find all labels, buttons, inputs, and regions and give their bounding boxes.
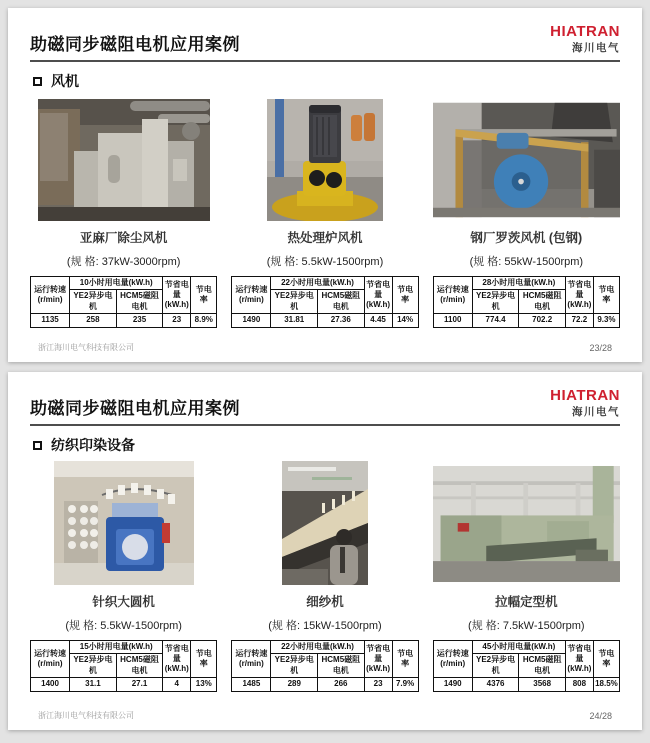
ye2-value: 289 — [271, 678, 318, 691]
saving-header: 节省电量 (kW.h) — [163, 277, 191, 314]
rate-header: 节电率 — [191, 641, 217, 678]
case-spec: (规 格: 7.5kW-1500rpm) — [468, 620, 585, 632]
case-spec: (规 格: 15kW-1500rpm) — [268, 620, 382, 632]
rate-value: 13% — [191, 678, 217, 691]
ye2-value: 4376 — [472, 678, 519, 691]
energy-saving-table — [30, 640, 217, 692]
section-title: 纺织印染设备 — [51, 437, 135, 453]
logo-brand-text: HIATRAN — [550, 23, 620, 40]
speed-header: 运行转速 (r/min) — [31, 641, 70, 678]
slide-header — [30, 22, 620, 55]
ye2-header: YE2异步电机 — [271, 654, 318, 678]
photo-flax-dust-fan — [30, 95, 217, 221]
section-header — [33, 435, 620, 455]
case-caption: 钢厂罗茨风机 (包钢) — [470, 231, 583, 245]
case-caption: 针织大圆机 — [92, 595, 155, 609]
ye2-value: 31.81 — [271, 314, 318, 327]
photo-stenter-machine — [433, 459, 620, 585]
case-spec: (规 格: 55kW-1500rpm) — [469, 256, 584, 268]
speed-header: 运行转速 (r/min) — [31, 277, 70, 314]
speed-header: 运行转速 (r/min) — [433, 277, 472, 314]
case-spec: (规 格: 5.5kW-1500rpm) — [65, 620, 182, 632]
case-roots-fan — [433, 95, 620, 339]
hcm5-header: HCM5磁阻电机 — [116, 654, 163, 678]
usage-header: 22小时用电量(kW.h) — [271, 641, 364, 654]
rate-value: 14% — [392, 314, 418, 327]
footer-company: 浙江海川电气科技有限公司 — [38, 711, 134, 720]
ye2-value: 258 — [70, 314, 117, 327]
usage-header: 28小时用电量(kW.h) — [472, 277, 565, 290]
speed-value: 1490 — [232, 314, 271, 327]
saving-value: 808 — [565, 678, 593, 691]
rate-value: 7.9% — [392, 678, 418, 691]
saving-header: 节省电量 (kW.h) — [565, 277, 593, 314]
case-caption: 热处理炉风机 — [287, 231, 363, 245]
speed-value: 1485 — [232, 678, 271, 691]
slide-header — [30, 386, 620, 419]
section-title: 风机 — [51, 73, 79, 89]
speed-header: 运行转速 (r/min) — [232, 277, 271, 314]
case-flax-dust-fan — [30, 95, 217, 339]
rate-value: 18.5% — [593, 678, 619, 691]
case-circular-knitting-machine — [30, 459, 217, 707]
hcm5-value: 702.2 — [519, 314, 566, 327]
slide-textile — [8, 372, 642, 730]
case-stenter-machine — [433, 459, 620, 707]
rate-header: 节电率 — [593, 641, 619, 678]
case-caption: 亚麻厂除尘风机 — [79, 231, 168, 245]
usage-header: 15小时用电量(kW.h) — [70, 641, 163, 654]
ye2-header: YE2异步电机 — [472, 654, 519, 678]
company-logo — [550, 22, 620, 55]
saving-value: 23 — [364, 678, 392, 691]
ye2-header: YE2异步电机 — [472, 290, 519, 314]
case-caption: 细纱机 — [306, 595, 344, 609]
hcm5-value: 266 — [318, 678, 365, 691]
hcm5-value: 27.36 — [318, 314, 365, 327]
rate-header: 节电率 — [593, 277, 619, 314]
energy-saving-table — [433, 276, 620, 328]
saving-header: 节省电量 (kW.h) — [364, 641, 392, 678]
hcm5-header: HCM5磁阻电机 — [519, 654, 566, 678]
footer-company: 浙江海川电气科技有限公司 — [38, 343, 134, 352]
rate-header: 节电率 — [392, 641, 418, 678]
speed-header: 运行转速 (r/min) — [232, 641, 271, 678]
rate-header: 节电率 — [191, 277, 217, 314]
ye2-value: 31.1 — [70, 678, 117, 691]
title-divider — [30, 424, 620, 426]
case-caption: 拉幅定型机 — [495, 595, 558, 609]
square-bullet-icon — [33, 441, 42, 450]
speed-value: 1135 — [31, 314, 70, 327]
slide-fans — [8, 8, 642, 362]
saving-value: 72.2 — [565, 314, 593, 327]
saving-value: 4.45 — [364, 314, 392, 327]
photo-circular-knitting-machine — [30, 459, 217, 585]
speed-value: 1400 — [31, 678, 70, 691]
speed-header: 运行转速 (r/min) — [433, 641, 472, 678]
saving-header: 节省电量 (kW.h) — [364, 277, 392, 314]
energy-saving-table — [231, 640, 418, 692]
slide-footer — [30, 339, 620, 356]
hcm5-header: HCM5磁阻电机 — [318, 654, 365, 678]
saving-header: 节省电量 (kW.h) — [565, 641, 593, 678]
square-bullet-icon — [33, 77, 42, 86]
page-number: 24/28 — [589, 711, 612, 721]
slide-title: 助磁同步磁阻电机应用案例 — [30, 35, 240, 54]
hcm5-value: 27.1 — [116, 678, 163, 691]
page-number: 23/28 — [589, 343, 612, 353]
saving-value: 4 — [163, 678, 191, 691]
hcm5-header: HCM5磁阻电机 — [116, 290, 163, 314]
case-spec: (规 格: 5.5kW-1500rpm) — [266, 256, 384, 268]
logo-brand-cn-text: 海川电气 — [572, 405, 620, 418]
logo-brand-text: HIATRAN — [550, 387, 620, 404]
case-spec: (规 格: 37kW-3000rpm) — [66, 256, 181, 268]
ye2-header: YE2异步电机 — [70, 654, 117, 678]
slide-title: 助磁同步磁阻电机应用案例 — [30, 399, 240, 418]
photo-heat-treatment-fan — [231, 95, 418, 221]
usage-header: 45小时用电量(kW.h) — [472, 641, 565, 654]
ye2-header: YE2异步电机 — [70, 290, 117, 314]
photo-spinning-frame — [231, 459, 418, 585]
case-heat-treatment-fan — [231, 95, 418, 339]
case-spinning-frame — [231, 459, 418, 707]
speed-value: 1100 — [433, 314, 472, 327]
section-header — [33, 71, 620, 91]
energy-saving-table — [433, 640, 620, 692]
photo-roots-fan — [433, 95, 620, 221]
hcm5-value: 3568 — [519, 678, 566, 691]
energy-saving-table — [231, 276, 418, 328]
title-divider — [30, 60, 620, 62]
hcm5-header: HCM5磁阻电机 — [318, 290, 365, 314]
hcm5-value: 235 — [116, 314, 163, 327]
logo-brand-cn-text: 海川电气 — [572, 41, 620, 54]
slide-footer — [30, 707, 620, 724]
energy-saving-table — [30, 276, 217, 328]
case-row — [30, 459, 620, 707]
rate-value: 9.3% — [593, 314, 619, 327]
saving-header: 节省电量 (kW.h) — [163, 641, 191, 678]
speed-value: 1490 — [433, 678, 472, 691]
rate-value: 8.9% — [191, 314, 217, 327]
case-row — [30, 95, 620, 339]
ye2-header: YE2异步电机 — [271, 290, 318, 314]
ye2-value: 774.4 — [472, 314, 519, 327]
company-logo — [550, 386, 620, 419]
saving-value: 23 — [163, 314, 191, 327]
hcm5-header: HCM5磁阻电机 — [519, 290, 566, 314]
rate-header: 节电率 — [392, 277, 418, 314]
usage-header: 10小时用电量(kW.h) — [70, 277, 163, 290]
usage-header: 22小时用电量(kW.h) — [271, 277, 364, 290]
